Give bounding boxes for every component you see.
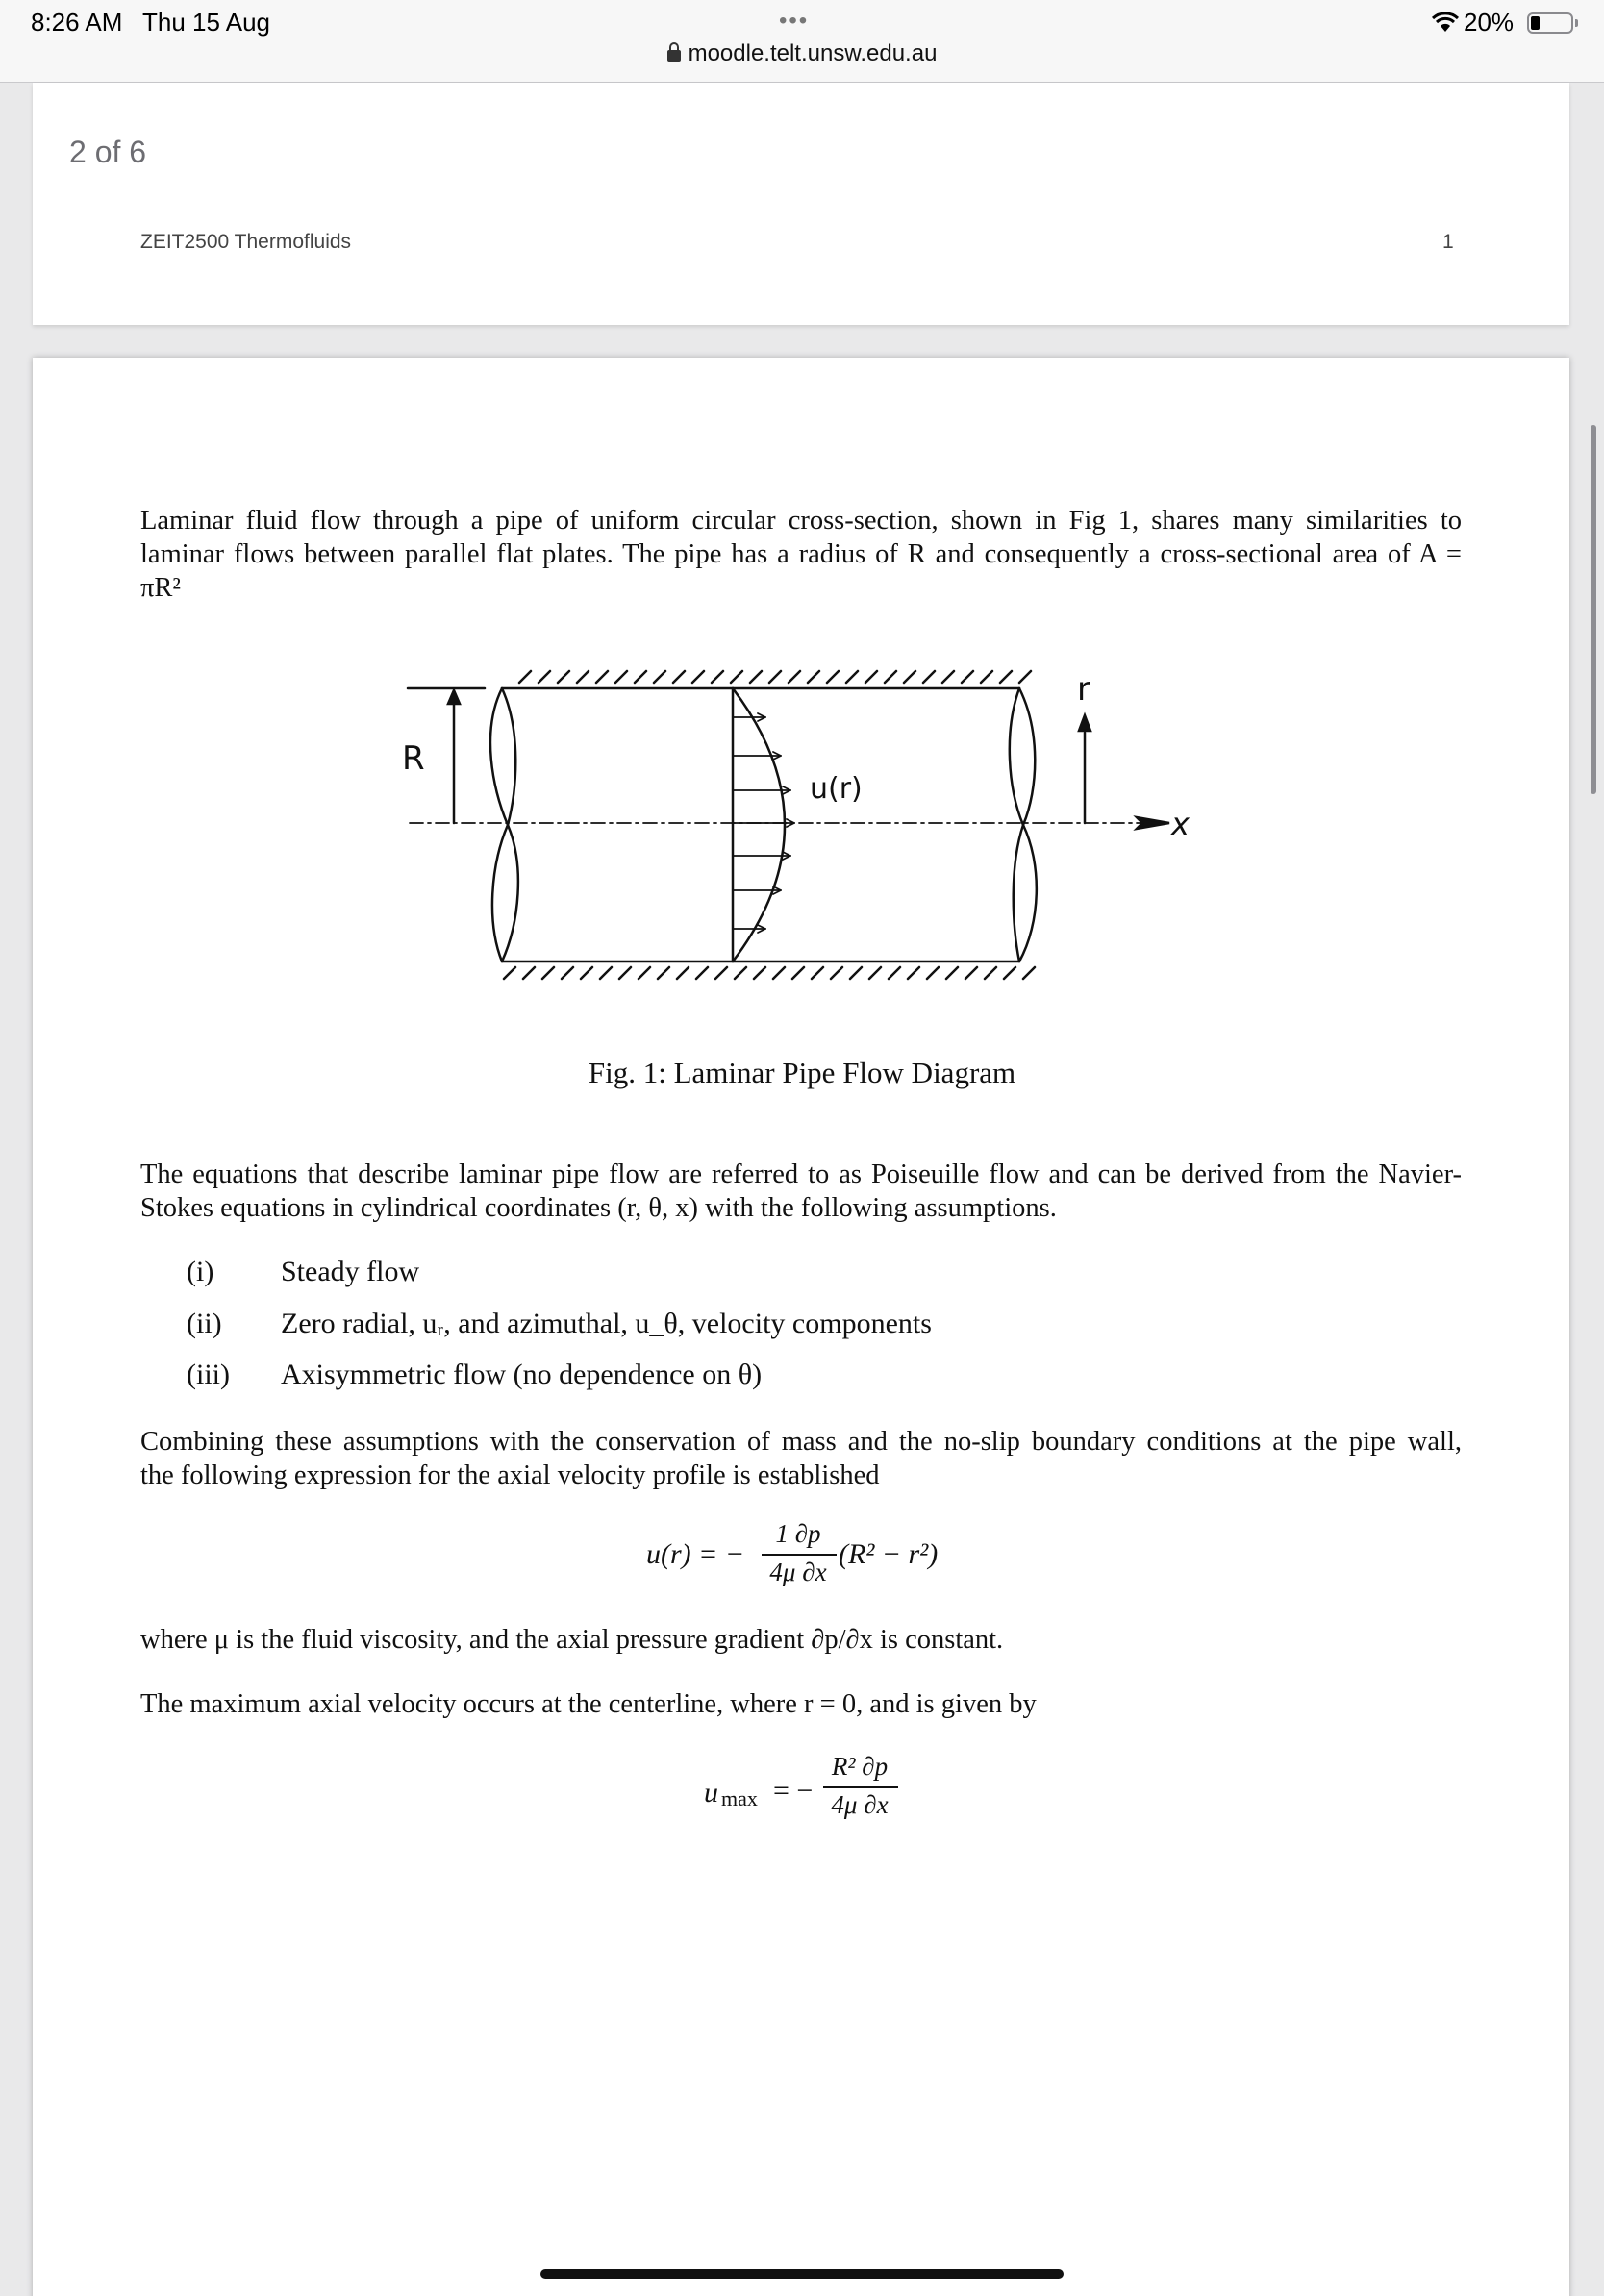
poiseuille-line-1: The equations that describe laminar pipe flow are referred to as Poiseuille flow and can be derived from the Navier- [140, 1160, 1462, 1189]
velocity-profile-curve [733, 688, 785, 961]
assumption-text: Steady flow [281, 1256, 420, 1287]
combining-line-2: the following expression for the axial velocity profile is established [140, 1460, 880, 1490]
eq2-numerator: R² ∂p [831, 1752, 889, 1781]
max-velocity-line: The maximum axial velocity occurs at the centerline, where r = 0, and is given by [140, 1689, 1037, 1719]
home-indicator[interactable] [540, 2269, 1064, 2279]
assumption-number: (i) [187, 1256, 214, 1287]
battery-percent: 20% [1464, 8, 1515, 37]
eq1-fraction-bar [762, 1554, 837, 1556]
status-time: 8:26 AM [31, 8, 123, 37]
page-counter: 2 of 6 [69, 135, 147, 169]
label-r: r [1077, 670, 1090, 709]
assumption-number: (ii) [187, 1308, 222, 1339]
assumption-number: (iii) [187, 1359, 230, 1390]
label-u-of-r: u(r) [810, 772, 863, 806]
left-break-outer [490, 688, 508, 961]
eq2-denominator: 4μ ∂x [831, 1790, 889, 1819]
eq2-lhs-var: u [704, 1777, 718, 1809]
page-header-course: ZEIT2500 Thermofluids [140, 231, 352, 253]
radius-arrowhead [448, 690, 460, 704]
status-date: Thu 15 Aug [142, 8, 270, 37]
pipe-flow-diagram [0, 0, 1604, 1038]
intro-line-2: laminar flows between parallel flat plates. The pipe has a radius of R and consequently a cross-sectional area of A = [140, 539, 1462, 569]
poiseuille-line-2: Stokes equations in cylindrical coordinates (r, θ, x) with the following assumptions. [140, 1193, 1057, 1223]
eq2-fraction-bar [823, 1786, 898, 1788]
assumption-text: Zero radial, uᵣ, and azimuthal, u_θ, velocity components [281, 1308, 932, 1339]
intro-line-3: πR² [140, 573, 181, 603]
scrollbar[interactable] [1591, 425, 1596, 794]
eq1-numerator: 1 ∂p [775, 1519, 821, 1548]
top-wall-hatching [519, 671, 1031, 683]
eq2-lhs-subscript: max [721, 1786, 758, 1810]
x-arrowhead [1137, 817, 1169, 829]
eq1-lhs: u(r) = − [646, 1538, 745, 1570]
intro-line-1: Laminar fluid flow through a pipe of uniform circular cross-section, shown in Fig 1, shares many similarities to [140, 506, 1462, 536]
figure-caption: Fig. 1: Laminar Pipe Flow Diagram [588, 1056, 1016, 1089]
label-R: R [402, 739, 425, 778]
eq1-denominator: 4μ ∂x [769, 1558, 827, 1586]
bottom-wall-hatching [504, 967, 1035, 979]
combining-line-1: Combining these assumptions with the conservation of mass and the no-slip boundary conditions at the pipe wall, [140, 1427, 1462, 1457]
eq1-rhs: (R² − r²) [839, 1538, 939, 1570]
r-arrowhead [1079, 715, 1090, 731]
page-header-number: 1 [1442, 231, 1454, 253]
assumption-text: Axisymmetric flow (no dependence on θ) [281, 1359, 763, 1390]
eq2-equals: = − [773, 1775, 814, 1807]
left-break-inner [502, 688, 518, 961]
right-break-inner [1010, 688, 1023, 961]
url-text: moodle.telt.unsw.edu.au [688, 40, 938, 66]
where-line: where μ is the fluid viscosity, and the axial pressure gradient ∂p/∂x is constant. [140, 1625, 1004, 1655]
label-x: x [1171, 806, 1190, 842]
tab-menu-dots-icon[interactable]: ••• [779, 8, 810, 34]
